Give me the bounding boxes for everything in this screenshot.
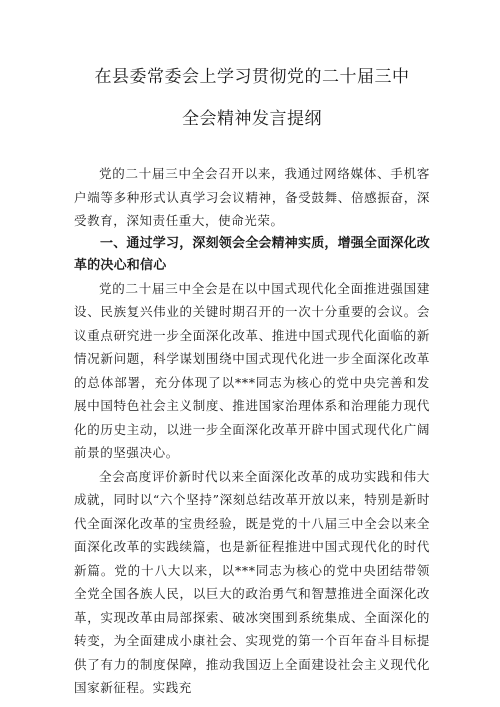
body-paragraph-2: 全会高度评价新时代以来全面深化改革的成功实践和伟大成就，同时以“六个坚持”深刻总结改革开放以来，特别是新时代全面深化改革的宝贵经验，既是党的十八届三中全会以来全面深化改革的实践续篇，也是新征程推进中国式现代化的时代新篇。党的十八大以来，以***同志为核心的党中央团结带领全党全国各族人民，以巨大的政治勇气和智慧推进全面深化改革，实现改革由局部探索、破冰突围到系统集成、全面深化的转变，为全面建成小康社会、实现党的第一个百年奋斗目标提供了有力的制度保障，推动我国迈上全面建设社会主义现代化国家新征程。实践充	[74, 468, 430, 695]
section-heading-1: 一、通过学习，深刻领会全会精神实质，增强全面深化改革的决心和信心	[74, 235, 431, 273]
body-paragraph-1: 党的二十届三中全会是在以中国式现代化全面推进强国建设、民族复兴伟业的关键时期召开的一次十分重要的会议。会议重点研究进一步全面深化改革、推进中国式现代化面临的新情况新问题，科学谋划围绕中国式现代化进一步全面深化改革的总体部署，充分体现了以***同志为核心的党中央完善和发展中国特色社会主义制度、推进国家治理体系和治理能力现代化的历史主动，以进一步全面深化改革开辟中国式现代化广阔前景的坚强决心。	[74, 280, 430, 460]
document-title-line-2: 全会精神发言提纲	[182, 109, 322, 129]
document-body	[74, 162, 430, 700]
document-title-line-1: 在县委常委会上学习贯彻党的二十届三中	[94, 67, 410, 87]
intro-paragraph: 党的二十届三中全会召开以来，我通过网络媒体、手机客户端等多种形式认真学习会议精神，备受鼓舞、倍感振奋，深受教育，深知责任重大，使命光荣。	[74, 166, 430, 228]
